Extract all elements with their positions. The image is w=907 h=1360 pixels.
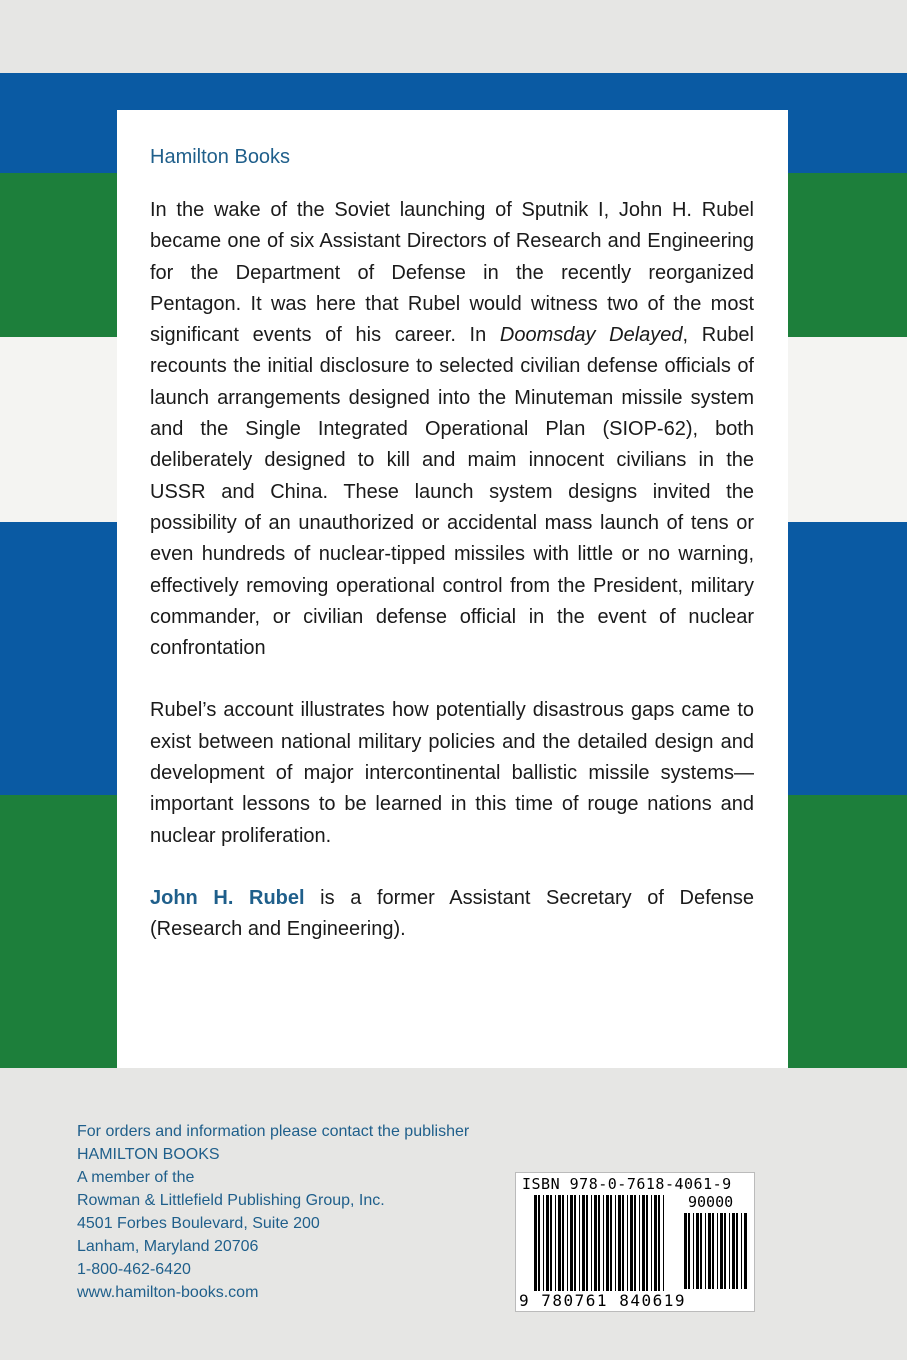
barcode-bar [618, 1195, 621, 1291]
contact-phone: 1-800-462-6420 [77, 1261, 191, 1278]
barcode-bar [582, 1195, 585, 1291]
barcode-bar [534, 1195, 537, 1291]
barcode-bar [684, 1213, 687, 1289]
barcode-bar [720, 1213, 723, 1289]
barcode-bar [591, 1195, 592, 1291]
author-bio [150, 883, 754, 946]
barcode-bar [610, 1195, 612, 1291]
barcode-bar [574, 1195, 576, 1291]
barcode-bar [550, 1195, 552, 1291]
book-title-italic: Doomsday Delayed [499, 324, 683, 347]
contact-line: A member of the [77, 1169, 195, 1186]
barcode-bar [567, 1195, 568, 1291]
barcode-bar [646, 1195, 648, 1291]
barcode-bar [744, 1213, 747, 1289]
barcode-bar [594, 1195, 597, 1291]
description-paragraph-1 [150, 195, 754, 664]
barcode-bar [639, 1195, 640, 1291]
author-bio-text: is a former Assistant Secretary of Defense (Research and Engineering). [150, 886, 754, 941]
barcode-bar [658, 1195, 660, 1291]
isbn-label: ISBN 978-0-7618-4061-9 [522, 1175, 732, 1193]
barcode-bar [579, 1195, 580, 1291]
barcode-bar [558, 1195, 561, 1291]
barcode-bar [663, 1195, 664, 1291]
barcode-bar [543, 1195, 544, 1291]
barcode-bar [630, 1195, 633, 1291]
barcode-bar [555, 1195, 556, 1291]
barcode-bar [642, 1195, 645, 1291]
back-cover-text-panel [117, 110, 788, 1068]
barcode-bar [546, 1195, 549, 1291]
barcode-bar [717, 1213, 718, 1289]
publisher-imprint: Hamilton Books [150, 146, 291, 168]
barcode-bar [712, 1213, 714, 1289]
barcode-bar [606, 1195, 609, 1291]
author-name: John H. Rubel [150, 886, 305, 909]
contact-line: Lanham, Maryland 20706 [77, 1238, 259, 1255]
barcode-bar [562, 1195, 564, 1291]
barcode-bar [696, 1213, 699, 1289]
barcode-bar [732, 1213, 735, 1289]
barcode-bar [634, 1195, 636, 1291]
ean-digits: 9 780761 840619 [519, 1291, 686, 1310]
isbn-barcode [515, 1172, 755, 1312]
contact-line: 4501 Forbes Boulevard, Suite 200 [77, 1215, 320, 1232]
contact-line: For orders and information please contact the publisher [77, 1123, 470, 1140]
barcode-bar [688, 1213, 690, 1289]
publisher-contact-block [77, 1120, 469, 1304]
barcode-bar [615, 1195, 616, 1291]
barcode-bar [736, 1213, 738, 1289]
contact-line: HAMILTON BOOKS [77, 1146, 220, 1163]
barcode-bar [741, 1213, 742, 1289]
barcode-bar [598, 1195, 600, 1291]
barcode-bar [627, 1195, 628, 1291]
contact-website: www.hamilton-books.com [77, 1284, 259, 1301]
contact-line: Rowman & Littlefield Publishing Group, Inc. [77, 1192, 385, 1209]
barcode-bar [705, 1213, 706, 1289]
barcode-bar [586, 1195, 588, 1291]
description-text-b: , Rubel recounts the initial disclosure to selected civilian defense officials of launch arrangements designed into the Minuteman missile system and the Single Integrated Operational Plan (SIOP-62), both deliberately designed to kill and maim innocent civilians in the USSR and China. These launch system designs invited the possibility of an unauthorized or accidental mass launch of tens or even hundreds of nuclear-tipped missiles with little or no warning, effectively removing operational control from the President, military commander, or civilian defense official in the event of nuclear confrontation [150, 324, 755, 660]
barcode-bar [538, 1195, 540, 1291]
description-paragraph-2: Rubel’s account illustrates how potentially disastrous gaps came to exist between national military policies and the detailed design and development of major intercontinental ballistic missile systems—important lessons to be learned in this time of rouge nations and nuclear proliferation. [150, 699, 754, 847]
barcode-bar [700, 1213, 702, 1289]
barcode-bar [651, 1195, 652, 1291]
description-text-a: In the wake of the Soviet launching of Sputnik I, John H. Rubel became one of six Assistant Directors of Research and Engineering for the Department of Defense in the recently reorganized Pentagon. It was here that Rubel would witness two of the most significant events of his career. In [150, 199, 754, 347]
barcode-bar [693, 1213, 694, 1289]
barcode-bar [622, 1195, 624, 1291]
barcode-bar [654, 1195, 657, 1291]
barcode-bar [603, 1195, 604, 1291]
barcode-bar [708, 1213, 711, 1289]
barcode-bar [724, 1213, 726, 1289]
barcode-bar [729, 1213, 730, 1289]
price-code: 90000 [688, 1193, 734, 1211]
barcode-bar [570, 1195, 573, 1291]
